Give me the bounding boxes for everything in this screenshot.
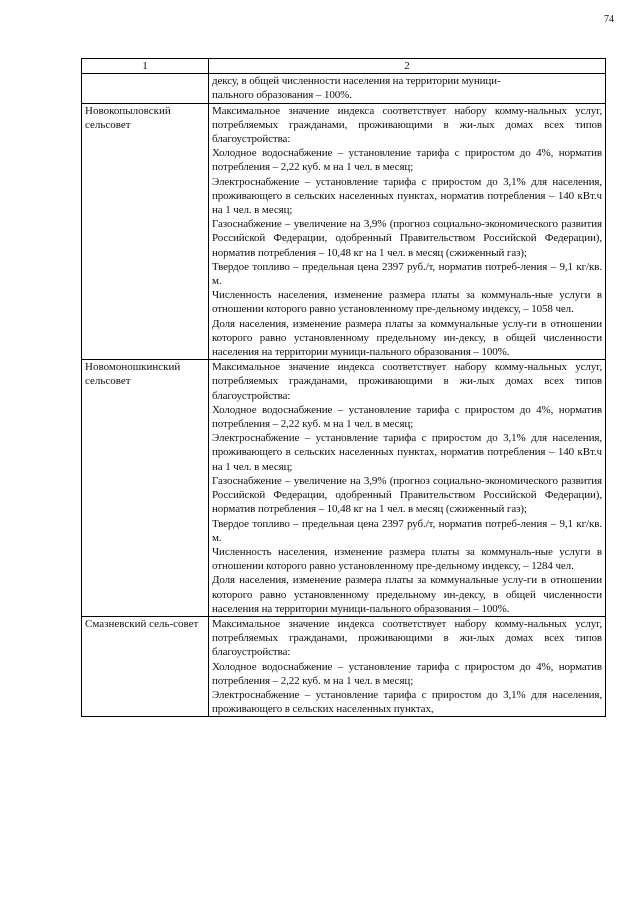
paragraph-population-share: Доля населения, изменение размера платы за коммунальные услу-ги в отношении которого равно установленному предельному ин-дексу, в общей численности населения на территории муници-пального образования – 100%. [212,317,602,359]
continuation-line-2: пального образования – 100%. [212,89,352,102]
paragraph-gas: Газоснабжение – увеличение на 3,9% (прогноз социально-экономического развития Российской Федерации, одобренный Правительством Российской Федерации), норматив потребления – 10,48 кг на 1 чел. в месяц (сжиженный газ); [212,218,602,259]
continuation-municipality-cell [82,74,209,103]
municipality-cell: Смазневский сель-совет [82,616,209,716]
paragraph-cold-water: Холодное водоснабжение – установление тарифа с приростом до 4%, норматив потребления – 2,22 куб. м на 1 чел. в месяц; [212,147,602,174]
continuation-description-cell [209,74,606,103]
paragraph-population-count: Численность населения, изменение размера платы за коммуналь-ные услуги в отношении которого равно установленному пре-дельному индексу, – 1284 чел. [212,545,602,573]
table-row [82,616,606,716]
column-2-header: 2 [209,59,606,74]
paragraph-electricity: Электроснабжение – установление тарифа с приростом до 3,1% для населения, проживающего в сельских населенных пунктах, норматив потребления – 140 кВт.ч на 1 чел. в месяц; [212,432,602,473]
table-header-row [82,59,606,74]
paragraph-solid-fuel: Твердое топливо – предельная цена 2397 руб./т, норматив потреб-ления – 9,1 кг/кв. м. [212,260,602,288]
paragraph-gas: Газоснабжение – увеличение на 3,9% (прогноз социально-экономического развития Российской Федерации, одобренный Правительством Российской Федерации), норматив потребления – 10,48 кг на 1 чел. в месяц (сжиженный газ); [212,474,602,516]
paragraph-electricity: Электроснабжение – установление тарифа с приростом до 3,1% для населения, проживающего в сельских населенных пунктах, норматив потребления – 140 кВт.ч на 1 чел. в месяц; [212,175,602,217]
continuation-row [82,74,606,103]
paragraph-index-intro: Максимальное значение индекса соответствует набору комму-нальных услуг, потребляемых гражданами, проживающими в жи-лых домах всех типов благоустройства: [212,104,602,146]
description-cell [209,103,606,360]
paragraph-electricity: Электроснабжение – установление тарифа с приростом до 3,1% для населения, проживающего в сельских населенных пунктах, [212,688,602,716]
column-1-header: 1 [82,59,209,74]
municipality-cell: Новокопыловский сельсовет [82,103,209,360]
description-cell [209,360,606,617]
continuation-line-1: дексу, в общей численности населения на территории муници- [212,75,501,88]
paragraph-index-intro: Максимальное значение индекса соответствует набору комму-нальных услуг, потребляемых гражданами, проживающими в жи-лых домах всех типов благоустройства: [212,361,602,402]
municipality-cell: Новомоношкинский сельсовет [82,360,209,617]
paragraph-population-share: Доля населения, изменение размера платы за коммунальные услу-ги в отношении которого равно установленному предельному ин-дексу, в общей численности населения на территории муници-пального образования – 100%. [212,574,602,615]
paragraph-cold-water: Холодное водоснабжение – установление тарифа с приростом до 4%, норматив потребления – 2,22 куб. м на 1 чел. в месяц; [212,403,602,431]
paragraph-index-intro: Максимальное значение индекса соответствует набору комму-нальных услуг, потребляемых гражданами, проживающими в жи-лых домах всех типов благоустройства: [212,617,602,659]
paragraph-population-count: Численность населения, изменение размера платы за коммуналь-ные услуги в отношении которого равно установленному пре-дельному индексу, – 1058 чел. [212,289,602,316]
description-cell [209,616,606,716]
page-number: 74 [604,14,614,25]
paragraph-solid-fuel: Твердое топливо – предельная цена 2397 руб./т, норматив потреб-ления – 9,1 кг/кв. м. [212,517,602,544]
tariff-table [81,58,606,717]
table-row [82,360,606,617]
paragraph-cold-water: Холодное водоснабжение – установление тарифа с приростом до 4%, норматив потребления – 2,22 куб. м на 1 чел. в месяц; [212,660,602,687]
table-row [82,103,606,360]
